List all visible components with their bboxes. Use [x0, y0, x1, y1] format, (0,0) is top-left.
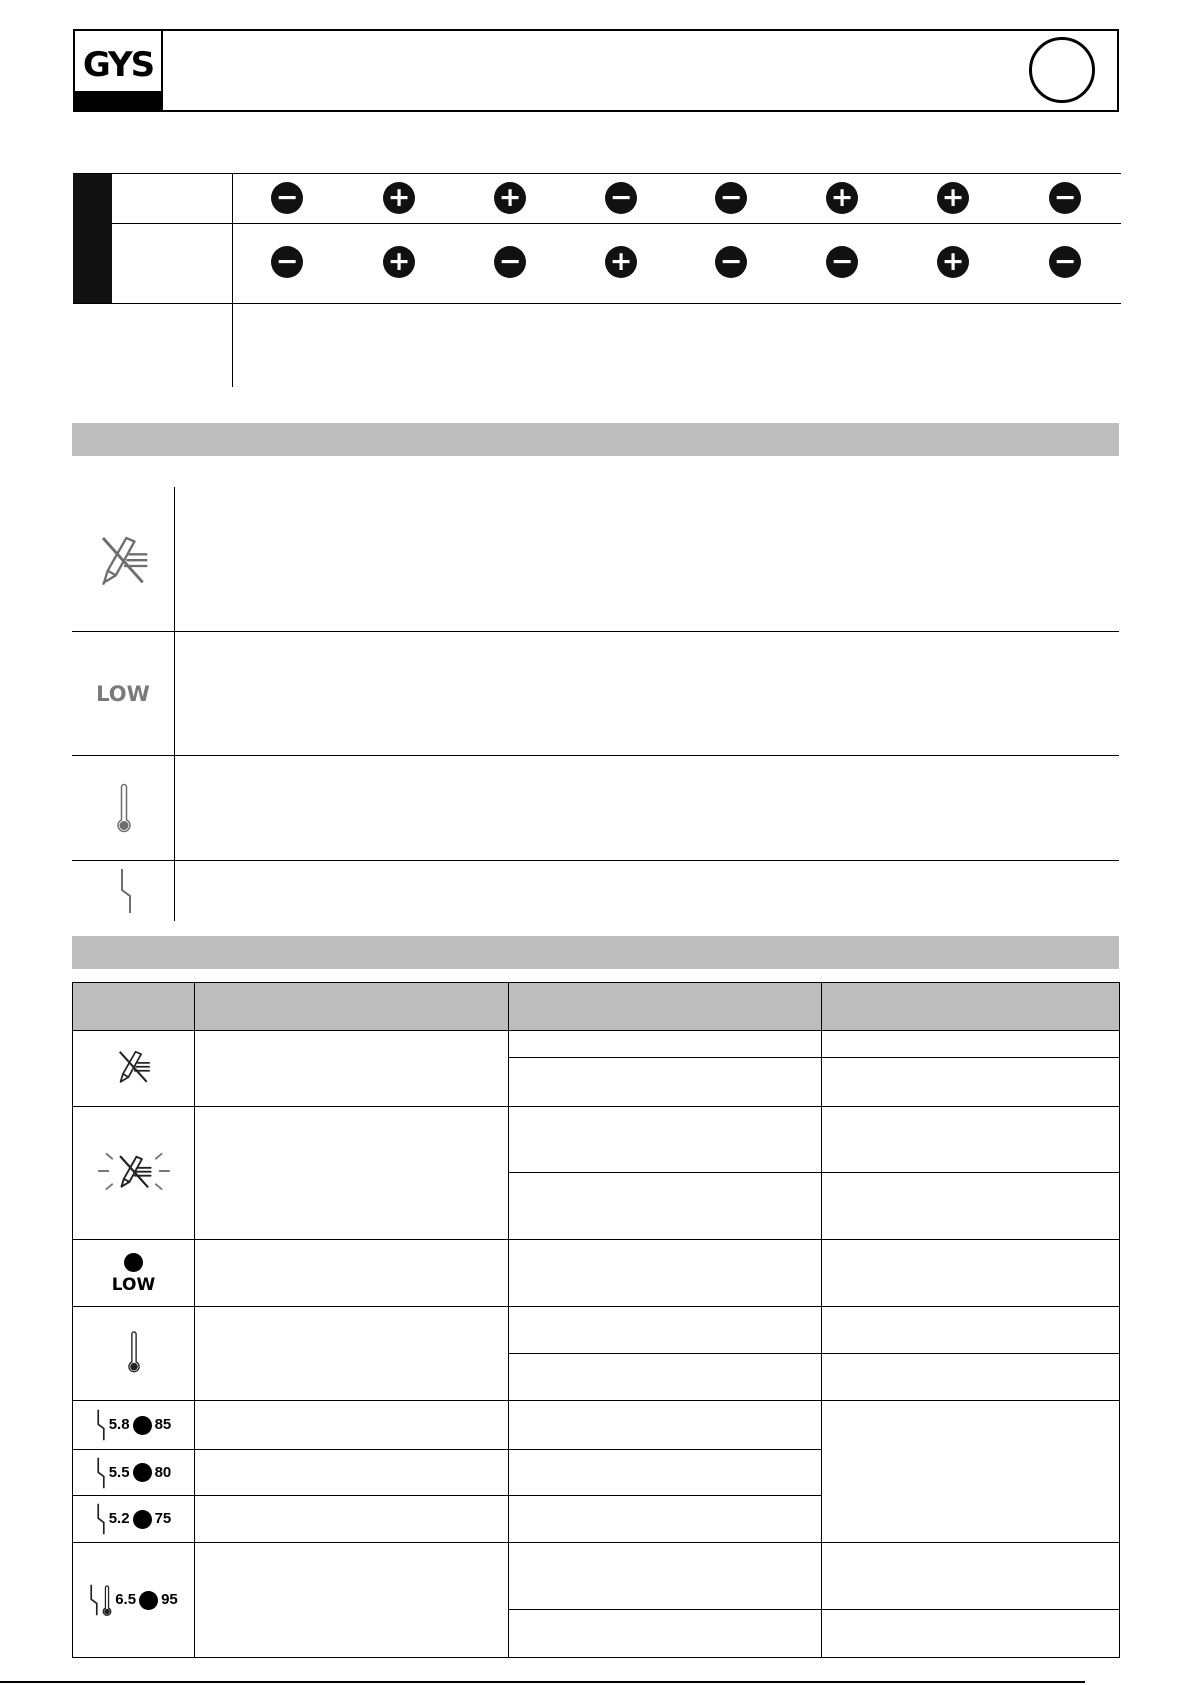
- fault-value: 5.2: [108, 1510, 130, 1527]
- low-label: LOW: [111, 1274, 156, 1295]
- polarity-line-top: [73, 173, 1121, 174]
- fault-icon: [96, 1457, 106, 1489]
- table-cell: [509, 1173, 822, 1240]
- table-cell: [509, 1058, 822, 1107]
- fault-icon: [96, 1503, 106, 1535]
- table-cell: [509, 1240, 822, 1307]
- table-cell: [822, 1543, 1120, 1610]
- led-dot-icon: [133, 1510, 152, 1529]
- table-header-cell: [509, 983, 822, 1031]
- indicator-cell: [73, 1543, 195, 1658]
- table-row: [73, 1543, 1120, 1610]
- indicator-cell: [73, 1401, 195, 1450]
- polarity-symbol: +: [494, 182, 526, 214]
- table-header-cell: [195, 983, 509, 1031]
- table-cell: [509, 1401, 822, 1450]
- thermometer-icon: [102, 1583, 112, 1617]
- polarity-line-mid: [112, 223, 1121, 224]
- polarity-symbol: +: [383, 246, 415, 278]
- fault-code: [73, 1583, 194, 1617]
- table-cell: [195, 1107, 509, 1240]
- polarity-symbol: −: [1049, 182, 1081, 214]
- table-cell: [509, 1450, 822, 1496]
- polarity-column-divider: [232, 173, 233, 387]
- fault-code: [73, 1457, 194, 1489]
- table-row: [73, 1031, 1120, 1058]
- table-row: [73, 1107, 1120, 1173]
- table-header-cell: [73, 983, 195, 1031]
- table-cell: [822, 1107, 1120, 1173]
- polarity-symbol: −: [715, 182, 747, 214]
- table-cell: [195, 1240, 509, 1307]
- table-row: [73, 1307, 1120, 1354]
- table-cell: [195, 1450, 509, 1496]
- polarity-symbol: −: [605, 182, 637, 214]
- logo-bar: [75, 91, 161, 110]
- table-cell: [822, 1058, 1120, 1107]
- table-cell: [822, 1401, 1120, 1543]
- polarity-symbol: −: [271, 246, 303, 278]
- legend-column-divider: [174, 487, 175, 921]
- polarity-symbol: +: [826, 182, 858, 214]
- table-cell: [509, 1610, 822, 1658]
- low-indicator-label: LOW: [96, 682, 150, 706]
- polarity-symbol: −: [1049, 246, 1081, 278]
- table-cell: [509, 1031, 822, 1058]
- table-cell: [822, 1031, 1120, 1058]
- fault-value: 6.5: [115, 1591, 137, 1608]
- table-cell: [822, 1610, 1120, 1658]
- section-header-bar: [72, 936, 1119, 969]
- polarity-line-bottom: [73, 303, 1121, 304]
- polarity-symbol: +: [383, 182, 415, 214]
- table-row: [73, 1240, 1120, 1307]
- indicator-cell: [73, 1496, 195, 1543]
- table-cell: [509, 1107, 822, 1173]
- polarity-side-bar: [73, 173, 112, 303]
- legend-row-divider: [72, 860, 1119, 861]
- section-header-bar: [72, 423, 1119, 456]
- led-dot-icon: [124, 1253, 143, 1272]
- fault-value: 85: [154, 1416, 172, 1433]
- table-cell: [195, 1496, 509, 1543]
- thermometer-icon: [127, 1329, 141, 1373]
- legend-row-divider: [72, 755, 1119, 756]
- table-header-cell: [822, 983, 1120, 1031]
- fault-code: [73, 1503, 194, 1535]
- polarity-symbol: −: [826, 246, 858, 278]
- gys-logo: [75, 31, 163, 110]
- polarity-symbol: −: [715, 246, 747, 278]
- table-cell: [195, 1031, 509, 1107]
- legend-row-divider: [72, 631, 1119, 632]
- table-cell: [822, 1354, 1120, 1401]
- indicator-cell: [73, 1107, 195, 1240]
- troubleshooting-table: [72, 982, 1120, 1658]
- fault-icon: [119, 868, 133, 919]
- table-cell: [509, 1543, 822, 1610]
- table-cell: [195, 1543, 509, 1658]
- clamp-disconnected-icon: [115, 1047, 153, 1085]
- indicator-cell: [73, 1031, 195, 1107]
- fault-value: 5.5: [108, 1463, 130, 1481]
- led-dot-icon: [139, 1591, 158, 1610]
- fault-code: [73, 1409, 194, 1441]
- table-header-row: [73, 983, 1120, 1031]
- table-cell: [509, 1354, 822, 1401]
- table-cell: [822, 1307, 1120, 1354]
- logo-text: GYS: [82, 45, 154, 85]
- led-dot-icon: [133, 1416, 152, 1435]
- low-led-indicator: [73, 1253, 194, 1294]
- led-dot-icon: [133, 1463, 152, 1482]
- page-header: [73, 29, 1119, 112]
- page-footer-rule: [0, 1681, 1085, 1683]
- fault-value: 95: [161, 1591, 178, 1608]
- table-cell: [195, 1307, 509, 1401]
- polarity-symbol: −: [271, 182, 303, 214]
- table-row: [73, 1401, 1120, 1450]
- polarity-symbol: +: [937, 246, 969, 278]
- fault-icon: [89, 1584, 99, 1616]
- clamp-disconnected-icon: [96, 531, 152, 592]
- fault-value: 75: [154, 1510, 172, 1527]
- table-cell: [822, 1173, 1120, 1240]
- clamp-disconnected-blinking-icon: [96, 1146, 172, 1196]
- table-cell: [822, 1240, 1120, 1307]
- thermometer-icon: [116, 781, 132, 838]
- table-cell: [509, 1307, 822, 1354]
- fault-value: 5.8: [108, 1416, 130, 1433]
- fault-value: 80: [154, 1463, 172, 1481]
- polarity-symbol: −: [494, 246, 526, 278]
- indicator-cell: [73, 1240, 195, 1307]
- polarity-symbol: +: [605, 246, 637, 278]
- indicator-cell: [73, 1450, 195, 1496]
- table-cell: [195, 1401, 509, 1450]
- table-cell: [509, 1496, 822, 1543]
- fault-icon: [96, 1409, 106, 1441]
- indicator-cell: [73, 1307, 195, 1401]
- polarity-symbol: +: [937, 182, 969, 214]
- language-circle-icon: [1029, 37, 1095, 103]
